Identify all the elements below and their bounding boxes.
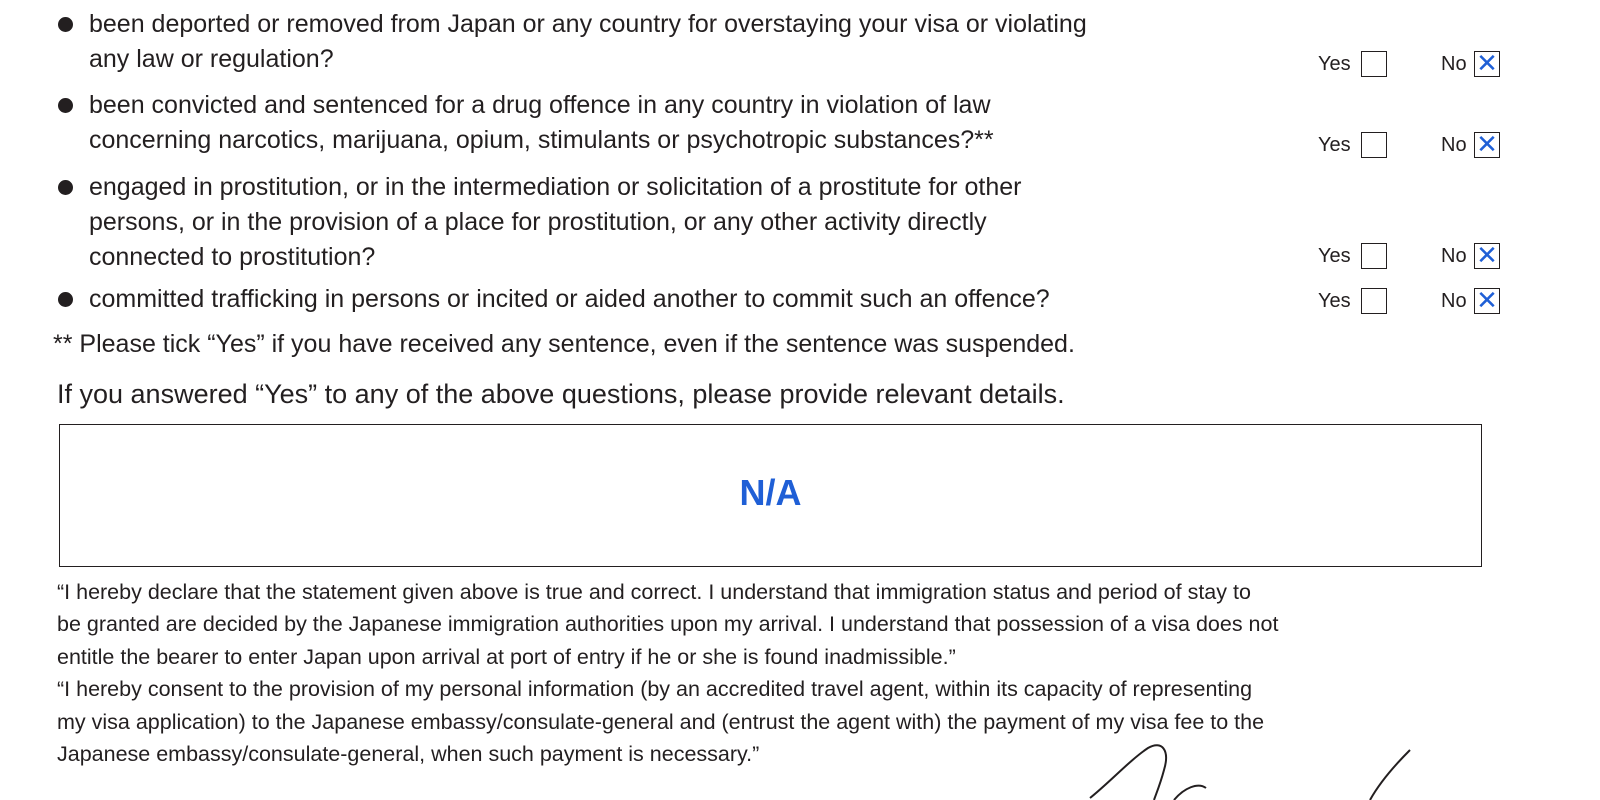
question-2-no-checkbox[interactable] (1474, 132, 1500, 158)
bullet-icon (58, 292, 73, 307)
footnote: ** Please tick “Yes” if you have received any sentence, even if the sentence was suspended. (53, 330, 1075, 358)
declaration-line-5: my visa application) to the Japanese embassy/consulate-general and (entrust the agent with) the payment of my visa fee to the (57, 710, 1265, 734)
question-3-yes-checkbox[interactable] (1361, 243, 1387, 269)
question-3-line-1: engaged in prostitution, or in the intermediation or solicitation of a prostitute for other (89, 173, 1022, 201)
question-1-no-label: No (1441, 53, 1467, 75)
question-4-no-label: No (1441, 290, 1467, 312)
check-x-icon: ✕ (1476, 130, 1498, 160)
bullet-icon (58, 17, 73, 32)
question-4-yes-label: Yes (1318, 290, 1351, 312)
bullet-icon (58, 98, 73, 113)
question-2-line-1: been convicted and sentenced for a drug offence in any country in violation of law (89, 91, 991, 119)
question-3-yes-label: Yes (1318, 245, 1351, 267)
question-1-line-1: been deported or removed from Japan or any country for overstaying your visa or violating (89, 10, 1087, 38)
question-2-no-label: No (1441, 134, 1467, 156)
details-value: N/A (739, 472, 802, 513)
declaration-line-3: entitle the bearer to enter Japan upon arrival at port of entry if he or she is found inadmissible.” (57, 645, 956, 669)
check-x-icon: ✕ (1476, 241, 1498, 271)
question-3-no-checkbox[interactable] (1474, 243, 1500, 269)
check-x-icon: ✕ (1476, 286, 1498, 316)
question-3-no-label: No (1441, 245, 1467, 267)
question-3-line-3: connected to prostitution? (89, 243, 376, 271)
question-4-yes-checkbox[interactable] (1361, 288, 1387, 314)
question-2-yes-checkbox[interactable] (1361, 132, 1387, 158)
declaration-line-4: “I hereby consent to the provision of my personal information (by an accredited travel agent, within its capacity of representing (57, 677, 1253, 701)
declaration-line-6: Japanese embassy/consulate-general, when such payment is necessary.” (57, 742, 760, 766)
question-1-no-checkbox[interactable] (1474, 51, 1500, 77)
details-textarea[interactable] (59, 424, 1482, 567)
question-3-line-2: persons, or in the provision of a place for prostitution, or any other activity directly (89, 208, 987, 236)
declaration-line-2: be granted are decided by the Japanese immigration authorities upon my arrival. I understand that possession of a visa does not (57, 612, 1279, 636)
bullet-icon (58, 180, 73, 195)
details-prompt: If you answered “Yes” to any of the above questions, please provide relevant details. (57, 379, 1065, 409)
check-x-icon: ✕ (1476, 49, 1498, 79)
question-4-no-checkbox[interactable] (1474, 288, 1500, 314)
question-1-line-2: any law or regulation? (89, 45, 334, 73)
question-1-yes-checkbox[interactable] (1361, 51, 1387, 77)
declaration-line-1: “I hereby declare that the statement given above is true and correct. I understand that immigration status and period of stay to (57, 580, 1251, 604)
question-2-yes-label: Yes (1318, 134, 1351, 156)
question-2-line-2: concerning narcotics, marijuana, opium, stimulants or psychotropic substances?** (89, 126, 994, 154)
signature (1080, 730, 1420, 800)
question-1-yes-label: Yes (1318, 53, 1351, 75)
question-4-line-1: committed trafficking in persons or incited or aided another to commit such an offence? (89, 285, 1050, 313)
